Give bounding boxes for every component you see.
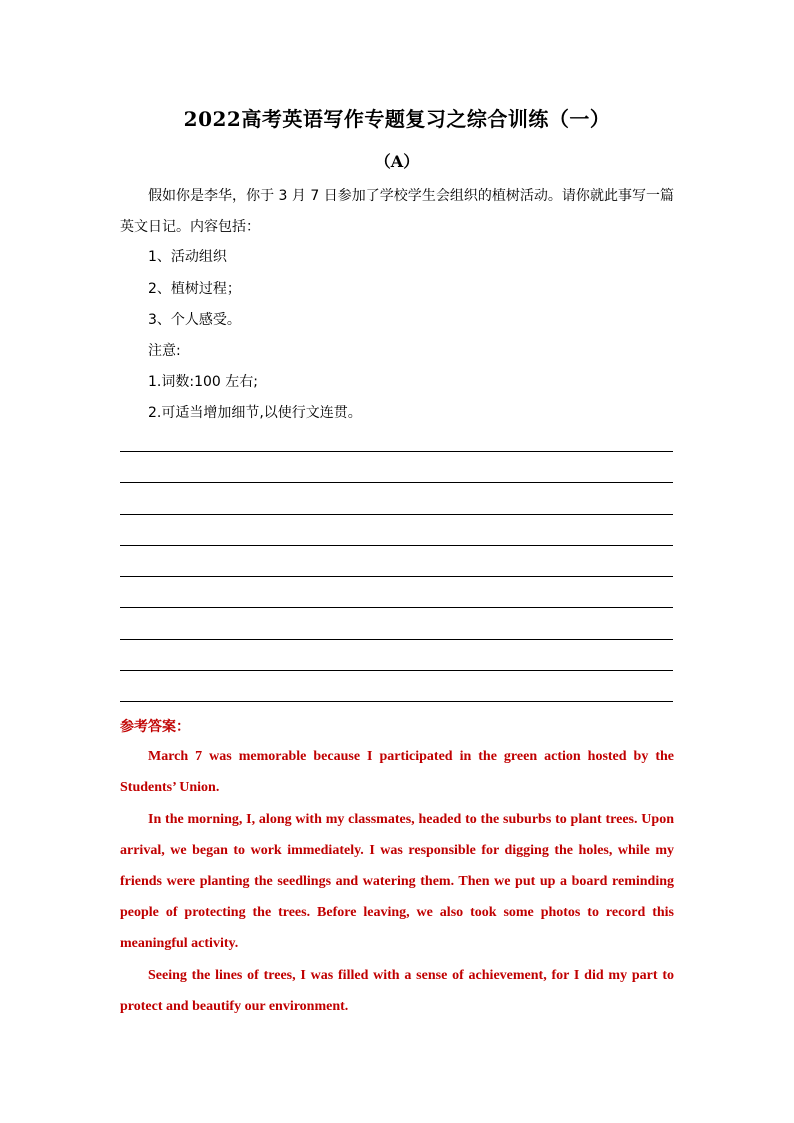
writing-line — [120, 545, 673, 546]
answer-paragraph-3: Seeing the lines of trees, I was filled with a sense of achievement, for I did my part to protect and beautify our environment. — [120, 968, 674, 1014]
note-label: 注意: — [148, 343, 181, 359]
writing-line — [120, 514, 673, 515]
note-1: 1.词数:100 左右; — [148, 374, 258, 390]
writing-line — [120, 639, 673, 640]
prompt-point-3: 3、个人感受。 — [148, 312, 241, 328]
page-title: 2022高考英语写作专题复习之综合训练（一） — [183, 107, 611, 131]
answer-label: 参考答案： — [120, 720, 190, 735]
answer-paragraph-1: March 7 was memorable because I participated in the green action hosted by the Students’ Union. — [120, 749, 674, 795]
writing-line — [120, 576, 673, 577]
writing-line — [120, 701, 673, 702]
prompt-intro: 假如你是李华，你于 3 月 7 日参加了学校学生会组织的植树活动。请你就此事写一篇英文日记。内容包括： — [120, 188, 674, 235]
note-2: 2.可适当增加细节,以使行文连贯。 — [148, 405, 362, 421]
prompt-point-2: 2、植树过程； — [148, 281, 241, 297]
writing-line — [120, 451, 673, 452]
answer-paragraph-2: In the morning, I, along with my classmates, headed to the suburbs to plant trees. Upon arrival, we began to work immediately. I was responsible for digging the holes, while my friends were planting the seedlings and watering them. Then we put up a board reminding people of protecting the trees. Before leaving, we also took some photos to record this meaningful activity. — [120, 812, 674, 951]
writing-line — [120, 607, 673, 608]
prompt-point-1: 1、活动组织 — [148, 249, 227, 265]
section-label: （A） — [374, 152, 420, 171]
writing-line — [120, 670, 673, 671]
writing-line — [120, 482, 673, 483]
